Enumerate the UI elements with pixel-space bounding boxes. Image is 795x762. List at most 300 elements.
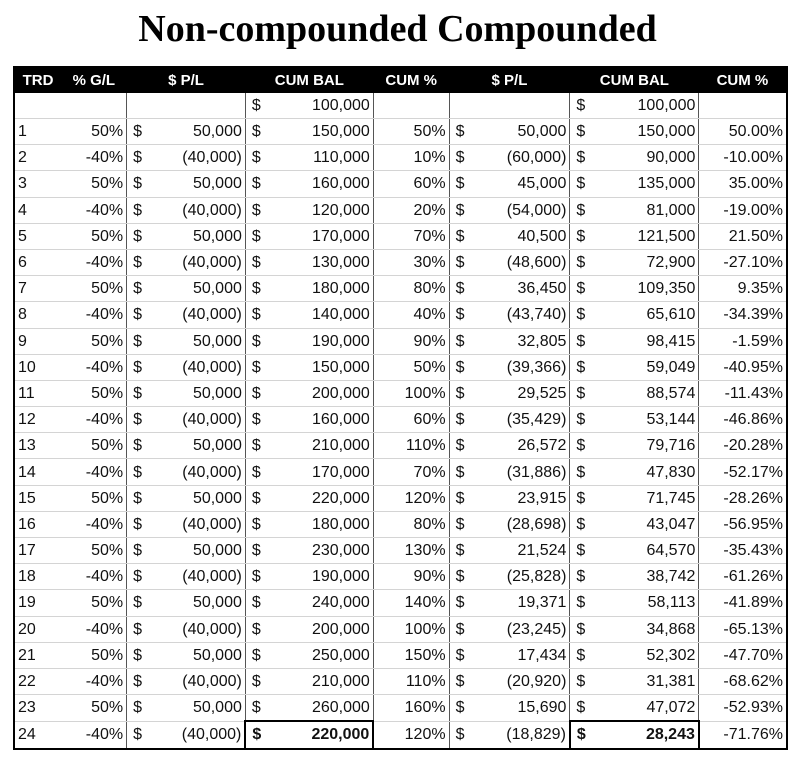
cell-nc-pl-cur: $ (127, 197, 154, 223)
cell-trd: 4 (14, 197, 61, 223)
cell-trd: 24 (14, 721, 61, 748)
cell-c-pl-cur: $ (449, 695, 476, 722)
table-row (14, 538, 787, 564)
cell-nc-bal-cur: $ (245, 721, 272, 748)
cell-c-bal-cur: $ (570, 407, 597, 433)
cell-nc-bal-cur: $ (245, 459, 272, 485)
cell-nc-bal: 170,000 (272, 459, 373, 485)
cell-nc-pct: 20% (373, 197, 449, 223)
cell-nc-bal-cur: $ (245, 276, 272, 302)
cell-nc-pl: (40,000) (153, 459, 245, 485)
cell-nc-pct: 50% (373, 119, 449, 145)
cell-c-bal-cur: $ (570, 433, 597, 459)
cell-c-pl-cur: $ (449, 380, 476, 406)
cell-gl: -40% (61, 302, 127, 328)
cell-nc-bal: 180,000 (272, 511, 373, 537)
cell-nc-pl-cur: $ (127, 145, 154, 171)
table-row (14, 668, 787, 694)
cell-nc-bal-cur: $ (245, 511, 272, 537)
cell-c-pl-cur: $ (449, 538, 476, 564)
cell-nc-pl (153, 93, 245, 119)
cell-nc-pct: 110% (373, 668, 449, 694)
cell-c-pl: (20,920) (476, 668, 570, 694)
cell-nc-pl: (40,000) (153, 407, 245, 433)
cell-trd: 10 (14, 354, 61, 380)
cell-nc-pl-cur: $ (127, 590, 154, 616)
cell-nc-pl: 50,000 (153, 171, 245, 197)
cell-nc-bal-cur: $ (245, 433, 272, 459)
cell-nc-bal: 200,000 (272, 616, 373, 642)
cell-nc-pl: 50,000 (153, 642, 245, 668)
cell-nc-pl: 50,000 (153, 328, 245, 354)
cell-nc-pl: (40,000) (153, 564, 245, 590)
cell-nc-bal: 240,000 (272, 590, 373, 616)
cell-nc-bal: 220,000 (272, 721, 373, 748)
cell-c-bal-cur: $ (570, 93, 597, 119)
cell-nc-bal: 250,000 (272, 642, 373, 668)
cell-nc-bal-cur: $ (245, 93, 272, 119)
cell-c-bal-cur: $ (570, 459, 597, 485)
cell-nc-bal-cur: $ (245, 407, 272, 433)
cell-nc-bal: 210,000 (272, 668, 373, 694)
cell-c-pl-cur: $ (449, 276, 476, 302)
cell-nc-bal: 220,000 (272, 485, 373, 511)
cell-c-bal: 135,000 (597, 171, 699, 197)
cell-trd: 20 (14, 616, 61, 642)
cell-c-pl-cur: $ (449, 511, 476, 537)
cell-nc-pct: 60% (373, 171, 449, 197)
cell-c-bal-cur: $ (570, 511, 597, 537)
cell-c-bal: 100,000 (597, 93, 699, 119)
cell-c-bal: 121,500 (597, 223, 699, 249)
cell-nc-pl: (40,000) (153, 145, 245, 171)
header-trd: TRD (14, 67, 61, 93)
cell-c-pl: (31,886) (476, 459, 570, 485)
cell-c-pl: 40,500 (476, 223, 570, 249)
table-row (14, 695, 787, 722)
cell-c-pct: -52.93% (699, 695, 787, 722)
cell-gl: -40% (61, 668, 127, 694)
cell-nc-pl-cur: $ (127, 354, 154, 380)
cell-nc-pl-cur: $ (127, 223, 154, 249)
cell-trd: 9 (14, 328, 61, 354)
cell-nc-bal: 190,000 (272, 328, 373, 354)
cell-c-pct: 50.00% (699, 119, 787, 145)
cell-gl (61, 93, 127, 119)
cell-trd: 6 (14, 249, 61, 275)
cell-nc-pl: (40,000) (153, 511, 245, 537)
table-row (14, 276, 787, 302)
cell-c-bal: 72,900 (597, 249, 699, 275)
cell-nc-bal-cur: $ (245, 328, 272, 354)
cell-c-pl-cur: $ (449, 721, 476, 748)
cell-gl: 50% (61, 380, 127, 406)
cell-gl: -40% (61, 145, 127, 171)
cell-c-bal: 71,745 (597, 485, 699, 511)
cell-nc-pl-cur: $ (127, 302, 154, 328)
cell-c-bal: 109,350 (597, 276, 699, 302)
cell-c-bal: 58,113 (597, 590, 699, 616)
table-row (14, 145, 787, 171)
header-nc-cum-pct: CUM % (373, 67, 449, 93)
cell-c-pct: -41.89% (699, 590, 787, 616)
cell-nc-bal: 110,000 (272, 145, 373, 171)
cell-nc-pl: 50,000 (153, 119, 245, 145)
cell-nc-pct: 100% (373, 380, 449, 406)
cell-c-pl: (60,000) (476, 145, 570, 171)
cell-c-pct: -19.00% (699, 197, 787, 223)
cell-c-pct: 9.35% (699, 276, 787, 302)
cell-nc-pct: 60% (373, 407, 449, 433)
cell-c-bal: 150,000 (597, 119, 699, 145)
cell-trd: 8 (14, 302, 61, 328)
cell-gl: 50% (61, 485, 127, 511)
cell-nc-pl-cur: $ (127, 538, 154, 564)
cell-c-bal-cur: $ (570, 668, 597, 694)
cell-nc-pct: 30% (373, 249, 449, 275)
cell-nc-bal-cur: $ (245, 171, 272, 197)
cell-nc-bal: 170,000 (272, 223, 373, 249)
cell-trd: 13 (14, 433, 61, 459)
cell-trd: 19 (14, 590, 61, 616)
cell-c-bal: 98,415 (597, 328, 699, 354)
cell-c-pct: -47.70% (699, 642, 787, 668)
cell-nc-pct: 160% (373, 695, 449, 722)
cell-nc-pl-cur: $ (127, 564, 154, 590)
cell-c-pl-cur: $ (449, 485, 476, 511)
cell-c-pct: -71.76% (699, 721, 787, 748)
cell-nc-pl-cur: $ (127, 616, 154, 642)
table-row (14, 511, 787, 537)
cell-nc-bal: 150,000 (272, 119, 373, 145)
cell-c-pct: -40.95% (699, 354, 787, 380)
cell-nc-pl-cur: $ (127, 511, 154, 537)
cell-c-pl: 36,450 (476, 276, 570, 302)
cell-c-pl-cur: $ (449, 145, 476, 171)
cell-c-pl: (54,000) (476, 197, 570, 223)
cell-gl: 50% (61, 328, 127, 354)
cell-nc-pl-cur: $ (127, 642, 154, 668)
cell-gl: 50% (61, 171, 127, 197)
cell-gl: -40% (61, 511, 127, 537)
cell-c-bal-cur: $ (570, 328, 597, 354)
table-row (14, 354, 787, 380)
cell-nc-pl: (40,000) (153, 616, 245, 642)
cell-nc-pl: (40,000) (153, 197, 245, 223)
cell-nc-pct: 70% (373, 459, 449, 485)
cell-c-pl-cur: $ (449, 564, 476, 590)
cell-gl: 50% (61, 433, 127, 459)
cell-nc-pl-cur (127, 93, 154, 119)
cell-gl: -40% (61, 407, 127, 433)
cell-c-pl-cur: $ (449, 223, 476, 249)
cell-c-pl: 45,000 (476, 171, 570, 197)
cell-nc-pl-cur: $ (127, 695, 154, 722)
cell-c-pl-cur: $ (449, 302, 476, 328)
cell-nc-pl-cur: $ (127, 407, 154, 433)
cell-nc-bal-cur: $ (245, 695, 272, 722)
cell-gl: -40% (61, 249, 127, 275)
cell-c-pl: 32,805 (476, 328, 570, 354)
cell-c-pl: (48,600) (476, 249, 570, 275)
cell-c-pct: -56.95% (699, 511, 787, 537)
cell-c-bal-cur: $ (570, 145, 597, 171)
cell-c-pl: (35,429) (476, 407, 570, 433)
cell-c-bal: 65,610 (597, 302, 699, 328)
cell-c-bal: 31,381 (597, 668, 699, 694)
cell-nc-bal-cur: $ (245, 668, 272, 694)
cell-c-pl: 19,371 (476, 590, 570, 616)
cell-c-pl-cur: $ (449, 459, 476, 485)
table-row (14, 616, 787, 642)
cell-gl: 50% (61, 223, 127, 249)
table-row (14, 380, 787, 406)
cell-c-bal-cur: $ (570, 223, 597, 249)
cell-c-pct: -65.13% (699, 616, 787, 642)
cell-nc-bal-cur: $ (245, 197, 272, 223)
cell-nc-bal: 140,000 (272, 302, 373, 328)
cell-nc-bal-cur: $ (245, 223, 272, 249)
cell-nc-pl-cur: $ (127, 459, 154, 485)
cell-c-bal: 52,302 (597, 642, 699, 668)
cell-nc-pct: 140% (373, 590, 449, 616)
cell-nc-pct: 80% (373, 276, 449, 302)
cell-c-bal: 34,868 (597, 616, 699, 642)
cell-nc-pct: 120% (373, 485, 449, 511)
cell-c-pct: -1.59% (699, 328, 787, 354)
table-row (14, 249, 787, 275)
cell-c-pl: (25,828) (476, 564, 570, 590)
cell-nc-bal-cur: $ (245, 564, 272, 590)
cell-nc-pl-cur: $ (127, 119, 154, 145)
cell-nc-pl-cur: $ (127, 721, 154, 748)
cell-c-bal-cur: $ (570, 354, 597, 380)
table-row (14, 119, 787, 145)
cell-gl: 50% (61, 119, 127, 145)
cell-c-pl: 26,572 (476, 433, 570, 459)
cell-nc-pl: 50,000 (153, 485, 245, 511)
cell-nc-bal-cur: $ (245, 380, 272, 406)
table-row (14, 407, 787, 433)
cell-c-pl: (39,366) (476, 354, 570, 380)
cell-c-pl-cur: $ (449, 407, 476, 433)
cell-nc-pl-cur: $ (127, 433, 154, 459)
cell-c-bal-cur: $ (570, 380, 597, 406)
cell-trd: 3 (14, 171, 61, 197)
cell-c-bal-cur: $ (570, 695, 597, 722)
cell-trd: 21 (14, 642, 61, 668)
cell-nc-pl-cur: $ (127, 380, 154, 406)
cell-gl: -40% (61, 354, 127, 380)
header-nc-pl: $ P/L (127, 67, 246, 93)
cell-nc-pct: 150% (373, 642, 449, 668)
cell-c-bal: 53,144 (597, 407, 699, 433)
cell-c-bal-cur: $ (570, 564, 597, 590)
table-row (14, 642, 787, 668)
cell-nc-pl: 50,000 (153, 380, 245, 406)
table-row (14, 564, 787, 590)
cell-nc-bal: 190,000 (272, 564, 373, 590)
table-row (14, 197, 787, 223)
cell-nc-pl-cur: $ (127, 171, 154, 197)
cell-trd: 12 (14, 407, 61, 433)
cell-c-pl-cur: $ (449, 197, 476, 223)
cell-nc-bal: 130,000 (272, 249, 373, 275)
cell-trd: 1 (14, 119, 61, 145)
cell-c-pl-cur: $ (449, 328, 476, 354)
cell-nc-pct: 40% (373, 302, 449, 328)
cell-c-bal-cur: $ (570, 249, 597, 275)
cell-gl: -40% (61, 564, 127, 590)
cell-nc-pl: 50,000 (153, 433, 245, 459)
cell-trd: 23 (14, 695, 61, 722)
cell-c-pl: 23,915 (476, 485, 570, 511)
cell-gl: -40% (61, 459, 127, 485)
cell-nc-pct: 70% (373, 223, 449, 249)
cell-gl: 50% (61, 695, 127, 722)
table-row (14, 223, 787, 249)
cell-c-bal: 64,570 (597, 538, 699, 564)
cell-c-pl: 21,524 (476, 538, 570, 564)
cell-c-pl-cur: $ (449, 590, 476, 616)
cell-nc-bal-cur: $ (245, 616, 272, 642)
cell-nc-pl-cur: $ (127, 249, 154, 275)
cell-c-pl: 29,525 (476, 380, 570, 406)
cell-nc-pl-cur: $ (127, 276, 154, 302)
cell-nc-pct: 80% (373, 511, 449, 537)
cell-nc-bal-cur: $ (245, 145, 272, 171)
cell-nc-pl: 50,000 (153, 276, 245, 302)
cell-c-pl (476, 93, 570, 119)
table-row (14, 721, 787, 748)
cell-nc-pl: (40,000) (153, 302, 245, 328)
cell-c-pl: 17,434 (476, 642, 570, 668)
cell-trd: 15 (14, 485, 61, 511)
cell-c-bal-cur: $ (570, 485, 597, 511)
cell-nc-pl: (40,000) (153, 668, 245, 694)
cell-nc-pct: 90% (373, 328, 449, 354)
cell-nc-bal: 260,000 (272, 695, 373, 722)
cell-c-pl: (23,245) (476, 616, 570, 642)
cell-c-bal-cur: $ (570, 197, 597, 223)
cell-nc-pct (373, 93, 449, 119)
cell-c-bal-cur: $ (570, 119, 597, 145)
cell-nc-pct: 10% (373, 145, 449, 171)
cell-c-pct (699, 93, 787, 119)
cell-c-pl-cur: $ (449, 171, 476, 197)
cell-c-pct: -27.10% (699, 249, 787, 275)
cell-gl: 50% (61, 590, 127, 616)
table-row (14, 328, 787, 354)
cell-c-pct: -61.26% (699, 564, 787, 590)
cell-nc-pct: 120% (373, 721, 449, 748)
cell-nc-bal-cur: $ (245, 354, 272, 380)
cell-gl: -40% (61, 616, 127, 642)
header-gl: % G/L (61, 67, 127, 93)
cell-c-pct: -34.39% (699, 302, 787, 328)
cell-c-bal-cur: $ (570, 721, 597, 748)
cell-trd: 14 (14, 459, 61, 485)
cell-c-pl: (28,698) (476, 511, 570, 537)
table-row (14, 459, 787, 485)
cell-c-pct: -11.43% (699, 380, 787, 406)
cell-nc-pl: 50,000 (153, 695, 245, 722)
cell-nc-bal: 180,000 (272, 276, 373, 302)
cell-nc-bal-cur: $ (245, 538, 272, 564)
cell-c-pct: -68.62% (699, 668, 787, 694)
cell-c-pl-cur (449, 93, 476, 119)
cell-c-pct: -35.43% (699, 538, 787, 564)
cell-c-pl-cur: $ (449, 616, 476, 642)
cell-nc-pl-cur: $ (127, 668, 154, 694)
cell-gl: 50% (61, 538, 127, 564)
cell-c-pl-cur: $ (449, 668, 476, 694)
cell-trd: 11 (14, 380, 61, 406)
table-row (14, 433, 787, 459)
table-row (14, 485, 787, 511)
cell-c-bal-cur: $ (570, 590, 597, 616)
cell-c-bal: 79,716 (597, 433, 699, 459)
cell-c-bal-cur: $ (570, 171, 597, 197)
cell-trd: 5 (14, 223, 61, 249)
cell-c-pct: -52.17% (699, 459, 787, 485)
cell-nc-bal: 210,000 (272, 433, 373, 459)
cell-trd: 17 (14, 538, 61, 564)
cell-c-bal: 59,049 (597, 354, 699, 380)
cell-nc-pct: 110% (373, 433, 449, 459)
cell-c-bal-cur: $ (570, 538, 597, 564)
cell-c-bal: 43,047 (597, 511, 699, 537)
start-row (14, 93, 787, 119)
page-title: Non-compounded Compounded (138, 8, 657, 50)
cell-c-pl: 50,000 (476, 119, 570, 145)
cell-c-pl: (43,740) (476, 302, 570, 328)
cell-c-pl-cur: $ (449, 642, 476, 668)
cell-c-bal: 28,243 (597, 721, 699, 748)
cell-c-bal: 47,072 (597, 695, 699, 722)
cell-nc-pct: 90% (373, 564, 449, 590)
cell-gl: 50% (61, 276, 127, 302)
cell-c-bal: 90,000 (597, 145, 699, 171)
header-c-cum-pct: CUM % (699, 67, 787, 93)
cell-nc-bal: 120,000 (272, 197, 373, 223)
header-nc-cum-bal: CUM BAL (245, 67, 373, 93)
cell-nc-bal-cur: $ (245, 119, 272, 145)
header-c-cum-bal: CUM BAL (570, 67, 699, 93)
cell-trd: 16 (14, 511, 61, 537)
cell-trd: 22 (14, 668, 61, 694)
cell-gl: 50% (61, 642, 127, 668)
cell-nc-bal-cur: $ (245, 302, 272, 328)
cell-nc-bal-cur: $ (245, 249, 272, 275)
cell-nc-bal: 160,000 (272, 171, 373, 197)
cell-c-pl-cur: $ (449, 354, 476, 380)
cell-c-pl: (18,829) (476, 721, 570, 748)
cell-trd (14, 93, 61, 119)
cell-c-bal: 47,830 (597, 459, 699, 485)
cell-nc-pct: 130% (373, 538, 449, 564)
header-c-pl: $ P/L (449, 67, 570, 93)
cell-c-pct: -20.28% (699, 433, 787, 459)
cell-nc-bal-cur: $ (245, 590, 272, 616)
cell-c-pct: 21.50% (699, 223, 787, 249)
cell-nc-bal: 160,000 (272, 407, 373, 433)
cell-nc-pl: (40,000) (153, 249, 245, 275)
cell-c-bal-cur: $ (570, 276, 597, 302)
cell-nc-bal-cur: $ (245, 485, 272, 511)
cell-gl: -40% (61, 197, 127, 223)
cell-nc-pl: 50,000 (153, 538, 245, 564)
